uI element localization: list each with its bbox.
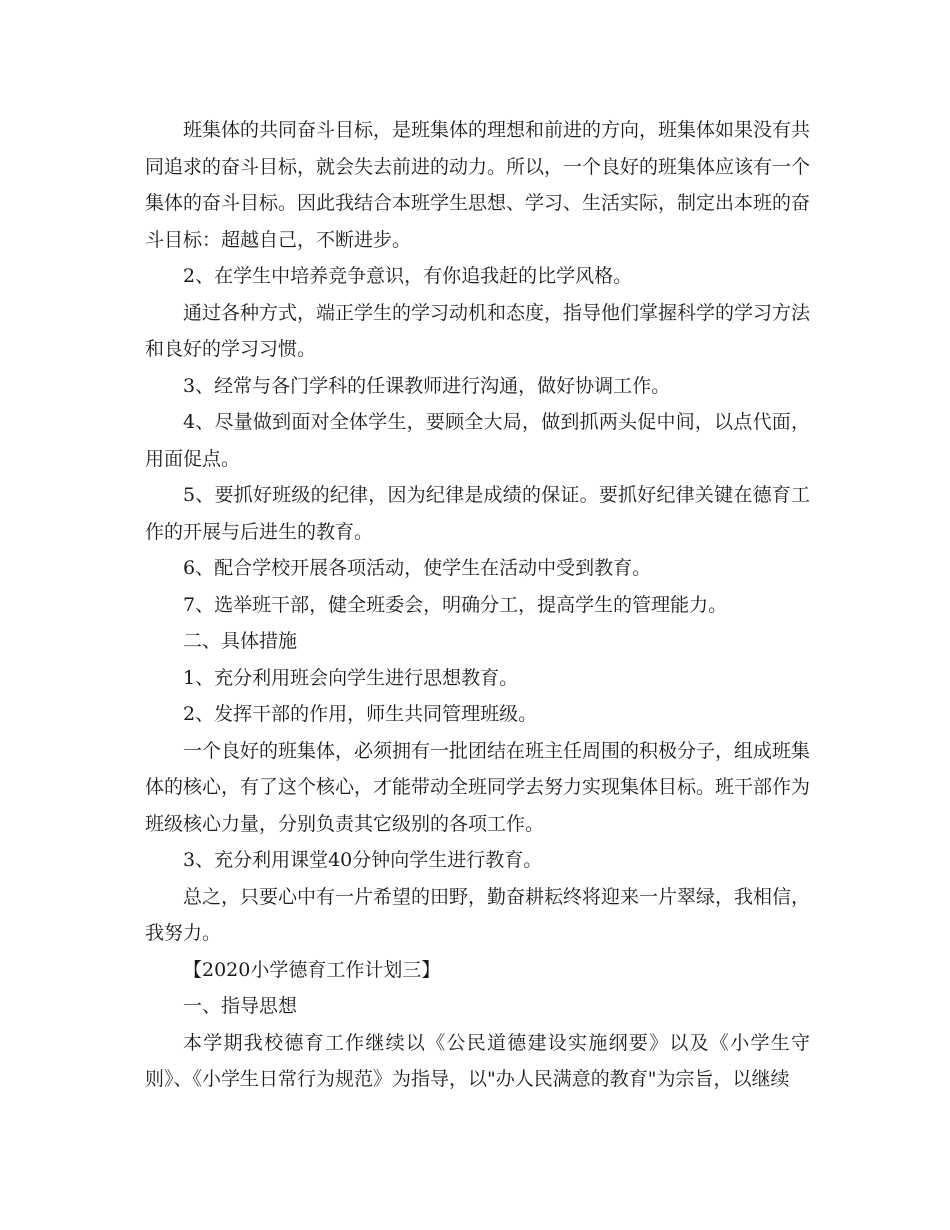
document-body xyxy=(145,112,810,1098)
paragraph-learning-methods: 通过各种方式，端正学生的学习动机和态度，指导他们掌握科学的学习方法和良好的学习习惯。 xyxy=(145,301,811,360)
paragraph-measure-3: 3、充分利用课堂40分钟向学生进行教育。 xyxy=(183,849,543,871)
section-heading-guiding-ideology: 一、指导思想 xyxy=(183,995,298,1017)
paragraph-item-6: 6、配合学校开展各项活动，使学生在活动中受到教育。 xyxy=(183,557,652,579)
paragraph-item-3: 3、经常与各门学科的任课教师进行沟通，做好协调工作。 xyxy=(183,374,671,397)
paragraph-class-core: 一个良好的班集体，必须拥有一批团结在班主任周围的积极分子，组成班集体的核心，有了这个核心，才能带动全班同学去努力实现集体目标。班干部作为班级核心力量，分别负责其它级别的各项工作。 xyxy=(145,739,811,835)
paragraph-measure-2: 2、发挥干部的作用，师生共同管理班级。 xyxy=(183,703,538,725)
paragraph-item-7: 7、选举班干部，健全班委会，明确分工，提高学生的管理能力。 xyxy=(183,593,728,616)
paragraph-conclusion: 总之，只要心中有一片希望的田野，勤奋耕耘终将迎来一片翠绿，我相信，我努力。 xyxy=(145,885,811,944)
paragraph-measure-1: 1、充分利用班会向学生进行思想教育。 xyxy=(183,666,519,689)
paragraph-item-4: 4、尽量做到面对全体学生，要顾全大局，做到抓两头促中间，以点代面，用面促点。 xyxy=(145,411,810,470)
paragraph-item-5: 5、要抓好班级的纪律，因为纪律是成绩的保证。要抓好纪律关键在德育工作的开展与后进生的教育。 xyxy=(145,484,810,543)
plan-title-three: 【2020小学德育工作计划三】 xyxy=(183,958,441,981)
paragraph-goal-intro: 班集体的共同奋斗目标，是班集体的理想和前进的方向，班集体如果没有共同追求的奋斗目标，就会失去前进的动力。所以，一个良好的班集体应该有一个集体的奋斗目标。因此我结合本班学生思想、学习、生活实际，制定出本班的奋斗目标：超越自己，不断进步。 xyxy=(145,119,811,251)
paragraph-item-2: 2、在学生中培养竞争意识，有你追我赶的比学风格。 xyxy=(183,265,633,287)
section-heading-measures: 二、具体措施 xyxy=(183,630,298,652)
paragraph-guiding-ideology: 本学期我校德育工作继续以《公民道德建设实施纲要》以及《小学生守则》、《小学生日常行为规范》为指导，以"办人民满意的教育"为宗旨，以继续 xyxy=(145,1031,810,1090)
